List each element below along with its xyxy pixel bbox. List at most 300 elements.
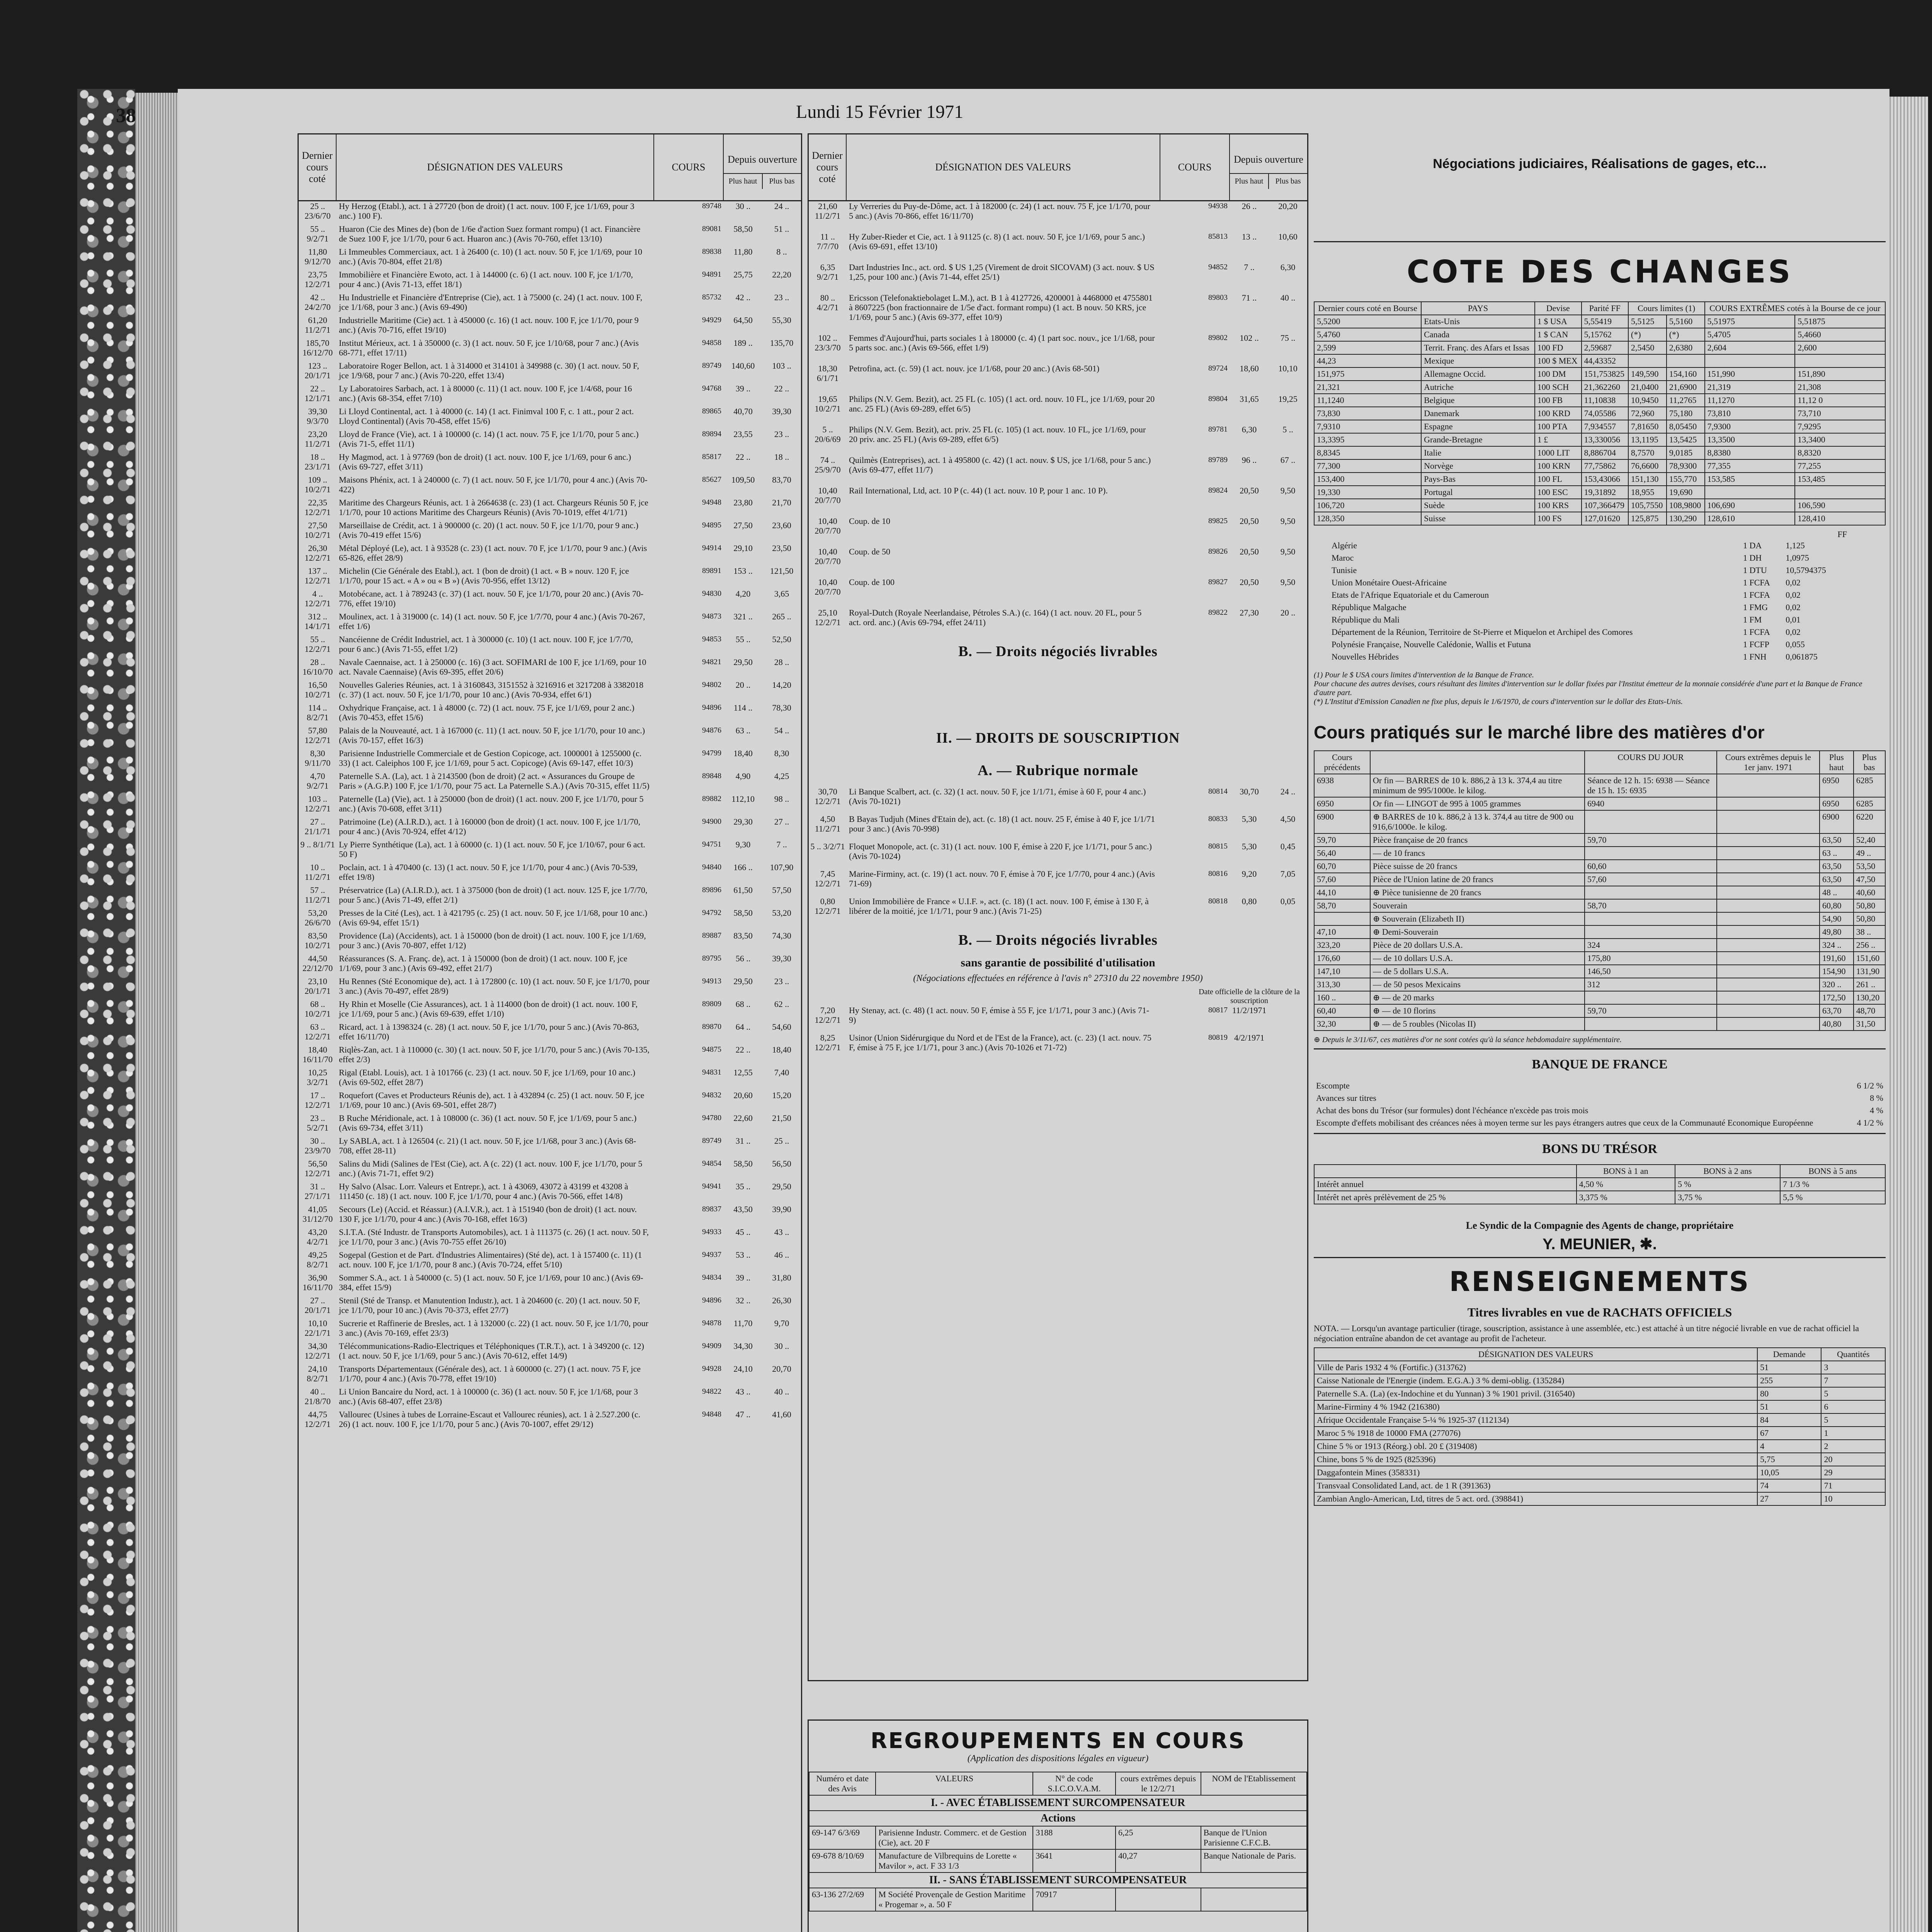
change-cell: Suède	[1421, 499, 1535, 512]
matieres-cell: 63 ..	[1820, 847, 1854, 860]
last-price: 83,50 10/2/71	[304, 931, 331, 950]
matieres-cell: — de 5 dollars U.S.A.	[1370, 965, 1585, 978]
last-price: 80 .. 4/2/71	[816, 293, 839, 312]
security-description: Maisons Phénix, act. 1 à 240000 (c. 7) (1 act. nouv. 50 F, jce 1/1/70, pour 4 anc.) (Avis 70-422)	[339, 475, 648, 494]
change-row	[1314, 367, 1885, 381]
table-row	[299, 634, 801, 654]
security-code: 94852	[1208, 263, 1228, 271]
matieres-cell	[1717, 965, 1820, 978]
bons-header: BONS à 2 ans	[1675, 1165, 1780, 1178]
titres-name: Maroc 5 % 1918 de 10000 FMA (277076)	[1314, 1427, 1757, 1440]
franc-cell: Etats de l'Afrique Equatoriale et du Cameroun	[1332, 590, 1489, 600]
table-row	[299, 771, 801, 791]
change-cell: 151,753825	[1582, 367, 1628, 381]
last-price: 10,40 20/7/70	[815, 486, 841, 505]
security-code: 89822	[1208, 608, 1228, 617]
last-price: 40 .. 21/8/70	[304, 1387, 331, 1406]
matieres-cell: ⊕ Pièce tunisienne de 20 francs	[1370, 886, 1585, 899]
high-value: 96 ..	[1242, 455, 1257, 465]
matieres-row	[1314, 991, 1885, 1004]
franc-cell: 1 FCFA	[1743, 590, 1770, 600]
change-cell: 128,610	[1705, 512, 1795, 525]
change-cell: 9,0185	[1667, 446, 1705, 459]
banque-label: Avances sur titres	[1316, 1093, 1376, 1103]
change-cell: (*)	[1667, 328, 1705, 341]
matieres-cell: 56,40	[1314, 847, 1370, 860]
matieres-cell: 6950	[1314, 797, 1370, 810]
franc-cell: Algérie	[1332, 541, 1357, 550]
change-cell: Canada	[1421, 328, 1535, 341]
high-value: 63 ..	[735, 726, 751, 735]
change-cell: 5,5160	[1667, 315, 1705, 328]
security-description: Roquefort (Caves et Producteurs Réunis de), act. 1 à 432894 (c. 25) (1 act. nouv. 50 F, jce 1/1/69, pour 10 anc.) (Avis 69-501, effet 28/7)	[339, 1090, 645, 1110]
change-cell: 7,9295	[1795, 420, 1885, 433]
matieres-cell	[1717, 860, 1820, 873]
low-value: 0,05	[1280, 896, 1296, 906]
change-cell: 100 KRD	[1535, 407, 1582, 420]
last-price: 53,20 26/6/70	[304, 908, 331, 927]
low-value: 26,30	[772, 1296, 791, 1305]
security-description: Coup. de 100	[849, 577, 895, 587]
table-row	[299, 1273, 801, 1293]
security-code: 80833	[1208, 815, 1228, 823]
bons-row	[1314, 1178, 1885, 1191]
table-row	[299, 201, 801, 221]
bons-table	[1314, 1164, 1886, 1204]
security-code: 94948	[702, 498, 721, 507]
change-cell	[1795, 354, 1885, 367]
titres-demande: 51	[1757, 1400, 1821, 1413]
matieres-row	[1314, 860, 1885, 873]
high-value: 18,60	[1240, 364, 1259, 373]
matieres-cell: ⊕ — de 10 florins	[1370, 1004, 1585, 1017]
table-row	[299, 429, 801, 449]
low-value: 4,50	[1280, 814, 1296, 824]
matieres-cell: 320 ..	[1820, 978, 1854, 991]
last-price: 30 .. 23/9/70	[304, 1136, 331, 1155]
security-description: Ericsson (Telefonaktiebolaget L.M.), act. B 1 à 4127726, 4200001 à 4468000 et 4755801 à 8607225 (bon fractionnaire de 1/5e d'act. formant rompu) (1 act. B nouv. 50 KRS, jce 1/1/69, pour 5 anc.) (Avis 69-377, effet 10/9)	[849, 293, 1153, 322]
regroupement-cell: 69-678 8/10/69	[809, 1849, 876, 1872]
table-row	[299, 1364, 801, 1384]
high-value: 68 ..	[735, 999, 751, 1009]
titres-row	[1314, 1440, 1885, 1453]
table-row	[809, 201, 1307, 221]
change-cell: 2,599	[1314, 341, 1421, 354]
last-price: 10 .. 11/2/71	[304, 862, 331, 882]
regroupement-cell: 63-136 27/2/69	[809, 1888, 876, 1911]
security-description: Michelin (Cie Générale des Etabl.), act. 1 (bon de droit) (1 act. « B » nouv. 120 F, jce 1/1/70, pour 15 act. « A » ou « B ») (Avis 70-956, effet 13/12)	[339, 566, 629, 585]
security-description: Paternelle S.A. (La), act. 1 à 2143500 (bon de droit) (2 act. « Assurances du Groupe de Paris » (A.G.P.) 100 F, jce 1/1/70, pour 75 act. La Paternelle S.A.) (Avis 70-315, effet 11/5)	[339, 771, 650, 791]
change-row	[1314, 499, 1885, 512]
matieres-cell: 59,70	[1314, 833, 1370, 847]
table-row	[299, 794, 801, 814]
matieres-row	[1314, 939, 1885, 952]
last-price: 102 .. 23/3/70	[815, 333, 841, 352]
change-row	[1314, 354, 1885, 367]
low-value: 54,60	[772, 1022, 791, 1032]
security-code: 94799	[702, 749, 721, 757]
matieres-row	[1314, 1004, 1885, 1017]
matieres-cell: ⊕ Souverain (Elizabeth II)	[1370, 912, 1585, 925]
low-value: 30 ..	[774, 1341, 789, 1351]
matieres-cell: 31,50	[1854, 1017, 1885, 1031]
change-cell: 100 $ MEX	[1535, 354, 1582, 367]
change-cell: 106,720	[1314, 499, 1421, 512]
high-value: 140,60	[731, 361, 755, 371]
matieres-cell: ⊕ BARRES de 10 k. 886,2 à 13 k. 374,4 au titre de 900 ou 916,6/1000e. le kilog.	[1370, 810, 1585, 833]
header-designation: DÉSIGNATION DES VALEURS	[337, 134, 654, 200]
security-code: 94937	[702, 1250, 721, 1259]
security-code: 94831	[702, 1068, 721, 1077]
high-value: 22 ..	[735, 452, 751, 462]
low-value: 7,05	[1280, 869, 1296, 879]
security-description: Hy Salvo (Alsac. Lorr. Valeurs et Entrepr.), act. 1 à 43069, 43072 à 43199 et 43208 à 111450 (c. 18) (1 act. nouv. 100 F, jce 1/1/70, pour 4 anc.) (Avis 70-566, effet 14/8)	[339, 1182, 628, 1201]
franc-row	[1329, 564, 1844, 577]
matieres-cell: 47,50	[1854, 873, 1885, 886]
high-value: 34,30	[733, 1341, 753, 1351]
franc-cell: 1 FCFA	[1743, 627, 1770, 637]
table-row	[809, 842, 1307, 861]
titres-row	[1314, 1374, 1885, 1387]
table-row	[809, 1033, 1307, 1053]
matieres-row	[1314, 925, 1885, 939]
last-price: 25 .. 23/6/70	[304, 201, 331, 221]
low-value: 29,50	[772, 1182, 791, 1191]
low-value: 23 ..	[774, 429, 789, 439]
rows-middle	[809, 201, 1307, 628]
matieres-cell: — de 10 francs	[1370, 847, 1585, 860]
change-cell: 74,05586	[1582, 407, 1628, 420]
last-price: 27 .. 20/1/71	[304, 1296, 331, 1315]
titres-quantite: 6	[1821, 1400, 1885, 1413]
matieres-row	[1314, 810, 1885, 833]
change-cell: 106,590	[1795, 499, 1885, 512]
table-row	[299, 726, 801, 745]
security-description: Li Banque Scalbert, act. (c. 32) (1 act. nouv. 50 F, jce 1/1/71, émise à 60 F, pour 4 anc.) (Avis 70-1021)	[849, 787, 1146, 806]
security-code: 94751	[702, 840, 721, 849]
last-price: 19,65 10/2/71	[815, 394, 841, 413]
change-cell: 5,15762	[1582, 328, 1628, 341]
security-description: Femmes d'Aujourd'hui, parts sociales 1 à 180000 (c. 4) (1 part soc. nouv., jce 1/1/68, pour 5 parts soc. anc.) (Avis 69-566, effet 1/9)	[849, 333, 1155, 352]
section-souscription: II. — DROITS DE SOUSCRIPTION	[936, 730, 1180, 746]
franc-cell: 1 DH	[1743, 553, 1762, 563]
change-cell: 13,3395	[1314, 433, 1421, 446]
header-cours-mid: COURS	[1160, 134, 1230, 200]
security-description: Coup. de 10	[849, 516, 890, 526]
matieres-cell: 130,20	[1854, 991, 1885, 1004]
table-row	[299, 885, 801, 905]
franc-cell: 0,02	[1786, 578, 1801, 587]
change-cell: 154,160	[1667, 367, 1705, 381]
change-cell: 11,12 0	[1795, 394, 1885, 407]
last-price: 137 .. 12/2/71	[304, 566, 331, 585]
banque-label: Escompte d'effets mobilisant des créances nées à moyen terme sur les pays étrangers autres que ceux de la Communauté Economique Européenne	[1316, 1118, 1813, 1128]
change-row	[1314, 459, 1885, 473]
regroupement-header: cours extrêmes depuis le 12/2/71	[1116, 1772, 1201, 1795]
low-value: 53,20	[772, 908, 791, 918]
last-price: 42 .. 24/2/70	[304, 293, 331, 312]
low-value: 20,70	[772, 1364, 791, 1374]
security-description: Quilmès (Entreprises), act. 1 à 495800 (c. 42) (1 act. nouv. $ US, jce 1/1/68, pour 5 anc.) (Avis 69-477, effet 11/7)	[849, 455, 1151, 474]
change-cell: 100 KRS	[1535, 499, 1582, 512]
change-cell: 5,5200	[1314, 315, 1421, 328]
matieres-cell: 50,80	[1854, 899, 1885, 912]
change-cell: 151,975	[1314, 367, 1421, 381]
change-cell: 2,5450	[1628, 341, 1667, 354]
titres-quantite: 5	[1821, 1413, 1885, 1427]
note-line: (*) L'Institut d'Emission Canadien ne fixe plus, depuis le 1/6/1970, de cours d'intervention sur le dollar des Etats-Unis.	[1314, 697, 1683, 706]
regroupement-cell: Manufacture de Vilbrequins de Lorette « Mavilor », act. F 33 1/3	[876, 1849, 1033, 1872]
franc-row	[1329, 589, 1844, 601]
last-price: 22,35 12/2/71	[304, 498, 331, 517]
change-cell: 100 SCH	[1535, 381, 1582, 394]
negociations-title: Négociations judiciaires, Réalisations de gages, etc...	[1433, 156, 1767, 171]
low-value: 74,30	[772, 931, 791, 940]
high-value: 9,30	[735, 840, 751, 849]
matieres-cell: 175,80	[1585, 952, 1717, 965]
high-value: 31 ..	[735, 1136, 751, 1146]
security-description: Ly Laboratoires Sarbach, act. 1 à 80000 (c. 11) (1 act. nouv. 100 F, jce 1/4/68, pour 16 anc.) (Avis 68-354, effet 7/10)	[339, 384, 632, 403]
last-price: 123 .. 20/1/71	[304, 361, 331, 380]
change-header: Dernier cours coté en Bourse	[1314, 302, 1421, 315]
regroupement-cell: Parisienne Industr. Commerc. et de Gestion (Cie), act. 20 F	[876, 1826, 1033, 1849]
table-row	[299, 703, 801, 723]
last-price: 18 .. 23/1/71	[304, 452, 331, 471]
low-value	[1269, 1033, 1307, 1052]
franc-cell: Tunisie	[1332, 565, 1357, 575]
last-price: 55 .. 12/2/71	[304, 634, 331, 654]
change-cell: 127,01620	[1582, 512, 1628, 525]
last-price: 23 .. 5/2/71	[306, 1113, 329, 1133]
matieres-cell: 63,70	[1820, 1004, 1854, 1017]
matieres-cell: 54,90	[1820, 912, 1854, 925]
change-header: Cours limites (1)	[1628, 302, 1705, 315]
security-code: 94830	[702, 589, 721, 598]
matieres-cell: 256 ..	[1854, 939, 1885, 952]
low-value: 23 ..	[774, 293, 789, 302]
changes-notes	[1314, 671, 1886, 706]
high-value: 64,50	[733, 315, 753, 325]
franc-cell: 1,0975	[1786, 553, 1809, 563]
change-cell: 2,600	[1795, 341, 1885, 354]
change-cell: 21,6900	[1667, 381, 1705, 394]
matieres-cell: Pièce suisse de 20 francs	[1370, 860, 1585, 873]
low-value: 19,25	[1278, 394, 1298, 404]
last-price: 23,10 20/1/71	[304, 976, 331, 996]
titres-header: DÉSIGNATION DES VALEURS	[1314, 1348, 1757, 1361]
low-value: 25 ..	[774, 1136, 789, 1146]
high-value: 27,30	[1240, 608, 1259, 617]
security-code: 89081	[702, 224, 721, 233]
high-value: 9,20	[1242, 869, 1257, 879]
note-line: Pour chacune des autres devises, cours résultant des limites d'intervention sur le dollar fixées par l'Institut émetteur de la monnaie considérée d'une part et la Banque de France d'autre part.	[1314, 680, 1862, 697]
matieres-cell	[1717, 774, 1820, 797]
syndic-text: Le Syndic de la Compagnie des Agents de change, propriétaire	[1466, 1220, 1734, 1231]
banque-label: Achat des bons du Trésor (sur formules) dont l'échéance n'excède pas trois mois	[1316, 1105, 1588, 1115]
matieres-cell: 57,60	[1314, 873, 1370, 886]
right-column	[1314, 133, 1886, 1506]
security-description: S.I.T.A. (Sté Industr. de Transports Automobiles), act. 1 à 111375 (c. 26) (1 act. nouv. 50 F, jce 1/1/70, pour 3 anc.) (Avis 70-755 effet 26/10)	[339, 1227, 649, 1247]
table-row	[299, 1410, 801, 1429]
high-value: 61,50	[733, 885, 753, 895]
security-code: 89887	[702, 931, 721, 940]
bons-header: BONS à 1 an	[1577, 1165, 1675, 1178]
last-price: 10,10 22/1/71	[304, 1318, 331, 1338]
high-value: 5,30	[1242, 814, 1257, 824]
matieres-cell	[1585, 925, 1717, 939]
low-value: 9,70	[774, 1318, 789, 1328]
titres-quantite: 1	[1821, 1427, 1885, 1440]
rows-garantie	[809, 1005, 1307, 1053]
regroupement-cell: Banque Nationale de Paris.	[1201, 1849, 1307, 1872]
high-value: 29,50	[733, 657, 753, 667]
low-value: 39,90	[772, 1204, 791, 1214]
table-row	[299, 1296, 801, 1315]
security-code: 89781	[1208, 425, 1228, 434]
high-value: 58,50	[733, 908, 753, 918]
security-description: Marine-Firminy, act. (c. 19) (1 act. nouv. 70 F, émise à 70 F, jce 1/7/70, pour 4 anc.) (Avis 71-69)	[849, 869, 1155, 888]
high-value: 20,50	[1240, 516, 1259, 526]
titres-name: Afrique Occidentale Française 5-¼ % 1925-37 (112134)	[1314, 1413, 1757, 1427]
low-value: 51 ..	[774, 224, 789, 234]
change-cell: 106,690	[1705, 499, 1795, 512]
last-price: 18,40 16/11/70	[303, 1045, 333, 1064]
banque-row	[1314, 1092, 1886, 1104]
table-row	[299, 293, 801, 312]
change-row	[1314, 420, 1885, 433]
security-description: Li Union Bancaire du Nord, act. 1 à 100000 (c. 36) (1 act. nouv. 50 F, jce 1/1/68, pour 3 anc.) (Avis 68-407, effet 23/8)	[339, 1387, 638, 1406]
regroupement-header: VALEURS	[876, 1772, 1033, 1795]
banque-row	[1314, 1104, 1886, 1117]
regroupement-header: NOM de l'Etablissement	[1201, 1772, 1307, 1795]
titres-row	[1314, 1413, 1885, 1427]
security-description: Sogepal (Gestion et de Part. d'Industries Alimentaires) (Sté de), act. 1 à 157400 (c. 11) (1 act. nouv. 100 F, jce 1/1/70, pour 8 anc.) (Avis 70-724, effet 5/10)	[339, 1250, 642, 1269]
bons-cell: Intérêt net après prélèvement de 25 %	[1314, 1191, 1577, 1204]
security-description: Moulinex, act. 1 à 319000 (c. 14) (1 act. nouv. 50 F, jce 1/7/70, pour 4 anc.) (Avis 70-267, effet 1/6)	[339, 612, 645, 631]
titres-name: Chine, bons 5 % de 1925 (825396)	[1314, 1453, 1757, 1466]
security-code: 94875	[702, 1045, 721, 1054]
change-cell: Etats-Unis	[1421, 315, 1535, 328]
high-value: 45 ..	[735, 1227, 751, 1237]
security-description: Marseillaise de Crédit, act. 1 à 900000 (c. 20) (1 act. nouv. 50 F, jce 1/1/70, pour 9 anc.) (Avis 70-419 effet 15/6)	[339, 520, 639, 540]
security-description: Ly Pierre Synthétique (La), act. 1 à 60000 (c. 1) (1 act. nouv. 50 F, jce 1/10/67, pour 6 act. 50 F)	[339, 840, 645, 859]
high-value: 39 ..	[735, 1273, 751, 1282]
security-description: Coup. de 50	[849, 547, 890, 556]
last-price: 185,70 16/12/70	[302, 338, 333, 357]
regroupements-table	[809, 1772, 1307, 1912]
low-value: 7,40	[774, 1068, 789, 1077]
security-description: Immobilière et Financière Ewoto, act. 1 à 144000 (c. 6) (1 act. nouv. 100 F, jce 1/1/70, pour 4 anc.) (Avis 71-13, effet 18/1)	[339, 270, 633, 289]
bons-header-empty	[1314, 1165, 1577, 1178]
change-cell: 100 PTA	[1535, 420, 1582, 433]
security-description: Hy Zuber-Rieder et Cie, act. 1 à 91125 (c. 8) (1 act. nouv. 50 F, jce 1/1/69, pour 5 anc.) (Avis 69-691, effet 13/10)	[849, 232, 1145, 251]
matieres-cell: 47,10	[1314, 925, 1370, 939]
table-row	[299, 384, 801, 403]
matieres-cell: Pièce de l'Union latine de 20 francs	[1370, 873, 1585, 886]
change-cell: 11,1240	[1314, 394, 1421, 407]
security-description: Parisienne Industrielle Commerciale et de Gestion Copicoge, act. 1000001 à 1255000 (c. 33) (1 act. Caleiphos 100 F, jce 1/1/69, pour 5 act. Copicoge) (Avis 69-147, effet 10/3)	[339, 748, 642, 768]
last-price: 10,40 20/7/70	[815, 577, 841, 597]
change-cell: 8,05450	[1667, 420, 1705, 433]
last-price: 5 .. 3/2/71	[810, 842, 845, 851]
high-value: 189 ..	[733, 338, 753, 348]
security-code: 89896	[702, 886, 721, 894]
matieres-cell: 59,70	[1585, 1004, 1717, 1017]
change-row	[1314, 394, 1885, 407]
titres-name: Zambian Anglo-American, Ltd, titres de 5 act. ord. (398841)	[1314, 1492, 1757, 1505]
matieres-title: Cours pratiqués sur le marché libre des matières d'or	[1314, 722, 1765, 742]
regroupement-section-label: II. - SANS ÉTABLISSEMENT SURCOMPENSATEUR	[809, 1872, 1307, 1888]
change-row	[1314, 315, 1885, 328]
titres-demande: 51	[1757, 1361, 1821, 1374]
bons-row	[1314, 1191, 1885, 1204]
security-code: 94933	[702, 1228, 721, 1236]
last-price: 36,90 16/11/70	[303, 1273, 333, 1292]
table-row	[299, 931, 801, 951]
high-value: 11,80	[733, 247, 753, 257]
change-cell: 125,875	[1628, 512, 1667, 525]
last-price: 114 .. 8/2/71	[306, 703, 329, 722]
high-value: 30,70	[1240, 787, 1259, 796]
low-value: 41,60	[772, 1410, 791, 1419]
security-description: Transports Départementaux (Générale des), act. 1 à 600000 (c. 27) (1 act. nouv. 75 F, jce 1/1/70, pour 4 anc.) (Avis 70-778, effet 19/10)	[339, 1364, 641, 1383]
titres-demande: 74	[1757, 1479, 1821, 1492]
high-value: 20,50	[1240, 547, 1259, 556]
table-row	[299, 247, 801, 267]
franc-cell: 1 FCFA	[1743, 578, 1770, 587]
regroupement-header: Numéro et date des Avis	[809, 1772, 876, 1795]
security-description: Rigal (Etabl. Louis), act. 1 à 101766 (c. 23) (1 act. nouv. 50 F, jce 1/1/69, pour 10 anc.) (Avis 69-502, effet 28/7)	[339, 1068, 636, 1087]
change-cell: 153,585	[1705, 473, 1795, 486]
high-value: 39 ..	[735, 384, 751, 393]
bons-cell: 4,50 %	[1577, 1178, 1675, 1191]
security-description: Presses de la Cité (Les), act. 1 à 421795 (c. 25) (1 act. nouv. 50 F, jce 1/1/68, pour 10 anc.) (Avis 69-94, effet 15/1)	[339, 908, 648, 927]
last-price: 10,40 20/7/70	[815, 516, 841, 536]
security-code: 94858	[702, 338, 721, 347]
change-cell: 108,9800	[1667, 499, 1705, 512]
security-code: 94928	[702, 1364, 721, 1373]
security-code: 89802	[1208, 333, 1228, 342]
security-code: 80818	[1208, 897, 1228, 905]
matieres-header: Cours précédents	[1314, 751, 1370, 774]
change-cell: 73,830	[1314, 407, 1421, 420]
regroupement-cell: 6,25	[1116, 1826, 1201, 1849]
titres-row	[1314, 1361, 1885, 1374]
low-value: 265 ..	[772, 612, 791, 621]
last-price: 24,10 8/2/71	[306, 1364, 329, 1383]
matieres-cell: 59,70	[1585, 833, 1717, 847]
change-cell: 8,7570	[1628, 446, 1667, 459]
banque-table	[1314, 1080, 1886, 1129]
matieres-cell	[1717, 833, 1820, 847]
low-value: 83,70	[772, 475, 791, 485]
security-description: Réassurances (S. A. Franç. de), act. 1 à 150000 (bon de droit) (1 act. nouv. 100 F, jce 1/1/69, pour 3 anc.) (Avis 69-492, effet 21/7)	[339, 954, 628, 973]
high-value: 29,30	[733, 817, 753, 827]
low-value: 28 ..	[774, 657, 789, 667]
security-code: 89809	[702, 1000, 721, 1008]
security-code: 94914	[702, 544, 721, 552]
changes-table	[1314, 301, 1886, 526]
low-value: 54 ..	[774, 726, 789, 735]
regroupement-section-label: I. - AVEC ÉTABLISSEMENT SURCOMPENSATEUR	[809, 1795, 1307, 1811]
titres-demande: 67	[1757, 1427, 1821, 1440]
franc-cell: 1 FM	[1743, 615, 1762, 624]
matieres-cell	[1717, 978, 1820, 991]
last-price: 11,80 9/12/70	[304, 247, 331, 266]
matieres-row	[1314, 965, 1885, 978]
matieres-cell: 60,40	[1314, 1004, 1370, 1017]
franc-row	[1329, 539, 1844, 552]
